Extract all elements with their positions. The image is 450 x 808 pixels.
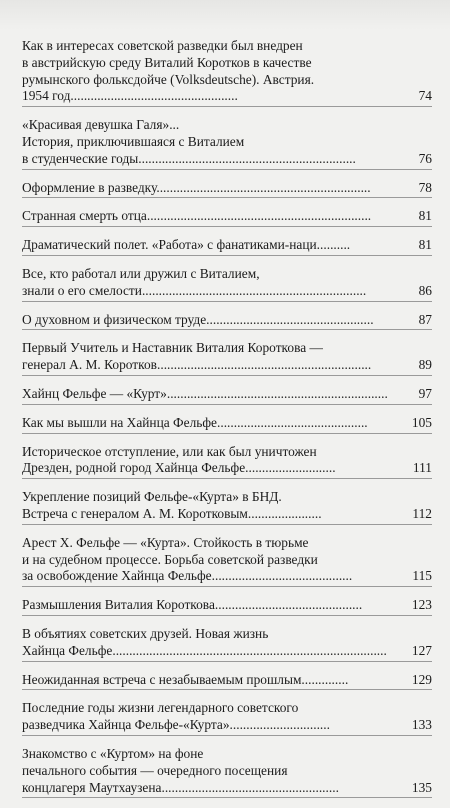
toc-entry-page: 76 [418,150,432,166]
toc-entry-page: 133 [411,717,432,733]
toc-entry-leader: .............................. [229,717,330,733]
toc-entry-title: Хайнц Фельфе — «Курт» [22,385,167,401]
toc-entry-leader: .......................................... [211,568,353,584]
toc-entry [22,386,432,405]
toc-entry-title: Укрепление позиций Фельфе-«Курта» в БНД. Встреча с генералом А. М. Коротковым [22,489,282,521]
toc-entry [22,415,432,434]
toc-entry-page: 115 [412,568,432,584]
toc-entry-title: О духовном и физическом труде [22,311,207,327]
toc-entry-page: 135 [411,779,432,795]
toc-entry-page: 81 [418,237,432,253]
toc-entry-page: 86 [418,282,432,298]
toc-entry-page: 111 [412,460,432,476]
toc-entry-leader: ...................... [247,505,322,521]
toc-entry-title: Первый Учитель и Наставник Виталия Короткова — генерал А. М. Коротков [22,340,323,373]
table-of-contents [22,38,432,808]
toc-entry-leader: ............................................. [217,414,368,430]
toc-entry-page: 129 [411,671,432,687]
toc-entry-page: 74 [418,88,432,104]
toc-entry-title: Знакомство с «Куртом» на фоне печального события — очередного посещения концлагеря Маутхаузена [22,745,288,795]
toc-entry-page: 123 [411,597,432,613]
page-top-shadow [0,0,450,30]
toc-entry-title: Странная смерть отца [22,208,147,224]
toc-entry [22,340,432,376]
toc-entry-page: 97 [418,385,432,401]
toc-entry [22,117,432,169]
toc-entry [22,312,432,331]
toc-entry-leader: .......... [316,237,351,253]
toc-entry-leader: ................................................................ [156,179,371,195]
toc-entry-title: Как в интересах советской разведки был внедрен в австрийскую среду Виталий Коротков в качестве румынского фольксдойче (Volksdeutsche). Австрия. 1954 год [22,38,315,104]
toc-entry-leader: ........................... [245,460,336,476]
toc-entry-title: «Красивая девушка Галя»... История, приключившаяся с Виталием в студенческие годы [22,117,245,166]
toc-entry-leader: .............. [301,671,349,687]
toc-entry-title: Как мы вышли на Хайнца Фельфе [22,414,217,430]
toc-entry-page: 89 [418,357,432,373]
toc-entry-leader: ................................................................... [146,208,372,224]
toc-entry-leader: ................................................................. [138,150,356,166]
toc-entry-leader: .................................................................................. [112,642,387,658]
toc-entry-title: Неожиданная встреча с незабываемым прошлым [22,671,302,687]
toc-entry [22,700,432,736]
toc-entry-leader: ..................................................... [161,779,339,795]
toc-entry-title: Историческое отступление, или как был уничтожен Дрезден, родной город Хайнца Фельфе [22,443,317,476]
toc-entry-leader: .................................................. [206,311,374,327]
toc-entry [22,38,432,107]
toc-entry-leader: ................................................................... [141,282,367,298]
toc-entry-title: Драматический полет. «Работа» с фанатиками-наци [22,237,317,253]
toc-entry [22,626,432,662]
toc-entry [22,208,432,227]
toc-entry [22,597,432,616]
toc-entry-page: 81 [418,208,432,224]
toc-entry [22,237,432,256]
toc-entry [22,489,432,525]
toc-entry [22,266,432,302]
toc-entry [22,180,432,199]
toc-entry-leader: ................................................................ [157,357,372,373]
toc-entry-page: 87 [418,311,432,327]
toc-entry-title: Размышления Виталия Короткова [22,597,215,613]
toc-entry-page: 127 [411,642,432,658]
toc-entry-leader: .................................................. [70,88,238,104]
toc-entry-title: Все, кто работал или дружил с Виталием, знали о его смелости [22,265,260,298]
toc-entry-title: Последние годы жизни легендарного советского разведчика Хайнца Фельфе-«Курта» [22,700,299,733]
toc-entry [22,444,432,480]
toc-entry-leader: .................................................................. [166,385,388,401]
toc-entry-page: 105 [411,414,432,430]
toc-entry-title: Арест Х. Фельфе — «Курта». Стойкость в тюрьме и на судебном процессе. Борьба советской разведки за освобождение Хайнца Фельфе [22,534,318,584]
toc-entry-leader: ............................................ [214,597,363,613]
toc-entry-page: 78 [418,179,432,195]
toc-entry-title: Оформление в разведку [22,179,157,195]
toc-entry [22,746,432,798]
toc-entry [22,672,432,691]
toc-entry [22,535,432,587]
toc-entry-page: 112 [412,505,432,521]
toc-entry-title: В объятиях советских друзей. Новая жизнь Хайнца Фельфе [22,625,269,658]
